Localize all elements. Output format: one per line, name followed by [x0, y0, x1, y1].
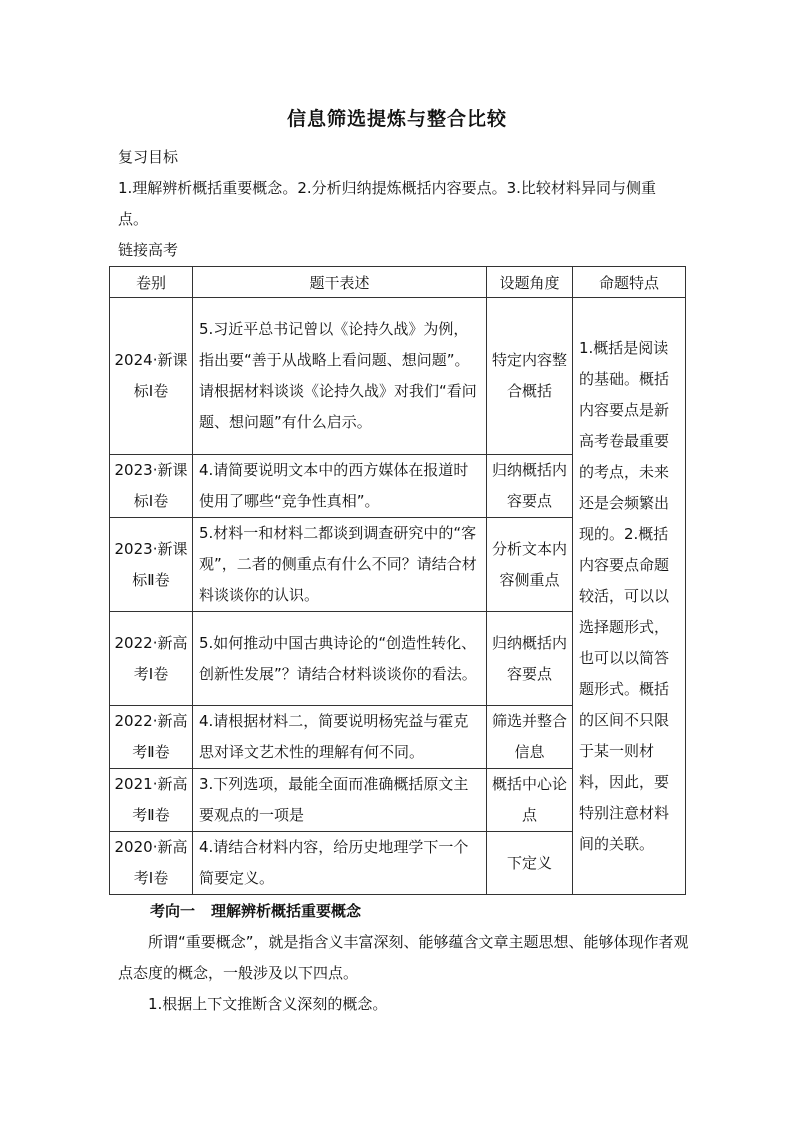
row-angle: 下定义: [487, 832, 573, 895]
header-question: 题干表述: [193, 267, 487, 298]
gaokao-heading: 链接高考: [118, 241, 179, 259]
row-year: 2022·新高考Ⅱ卷: [110, 706, 193, 769]
header-year: 卷别: [110, 267, 193, 298]
row-angle: 特定内容整合概括: [487, 298, 573, 455]
feature-cell: 1.概括是阅读的基础。概括内容要点是新高考卷最重要的考点，未来还是会频繁出现的。2.概括内容要点命题较活，可以以选择题形式，也可以以简答题形式。概括的区间不只限于某一则材料，因此，要特别注意材料间的关联。: [573, 298, 686, 895]
table-header-row: [110, 267, 686, 298]
header-angle: 设题角度: [487, 267, 573, 298]
row-question: 3.下列选项，最能全面而准确概括原文主要观点的一项是: [193, 769, 487, 832]
row-year: 2024·新课标Ⅰ卷: [110, 298, 193, 455]
row-question: 4.请根据材料二，简要说明杨宪益与霍克思对译文艺术性的理解有何不同。: [193, 706, 487, 769]
review-heading: 复习目标: [118, 148, 179, 166]
row-angle: 归纳概括内容要点: [487, 612, 573, 706]
row-year: 2023·新课标Ⅰ卷: [110, 455, 193, 518]
row-angle: 筛选并整合信息: [487, 706, 573, 769]
review-goals-line2: 点。: [118, 210, 149, 228]
row-angle: 归纳概括内容要点: [487, 455, 573, 518]
row-question: 4.请简要说明文本中的西方媒体在报道时使用了哪些“竞争性真相”。: [193, 455, 487, 518]
row-year: 2022·新高考Ⅰ卷: [110, 612, 193, 706]
row-angle: 分析文本内容侧重点: [487, 518, 573, 612]
row-question: 5.习近平总书记曾以《论持久战》为例，指出要“善于从战略上看问题、想问题”。请根据材料谈谈《论持久战》对我们“看问题、想问题”有什么启示。: [193, 298, 487, 455]
section-label: 考向一: [150, 902, 196, 920]
list-item-1: 1.根据上下文推断含义深刻的概念。: [148, 995, 388, 1013]
review-goals-line1: 1.理解辨析概括重要概念。2.分析归纳提炼概括内容要点。3.比较材料异同与侧重: [118, 179, 656, 197]
row-question: 5.材料一和材料二都谈到调查研究中的“客观”，二者的侧重点有什么不同？请结合材料谈谈你的认识。: [193, 518, 487, 612]
section-title: 理解辨析概括重要概念: [211, 902, 362, 920]
header-feature: 命题特点: [573, 267, 686, 298]
row-angle: 概括中心论点: [487, 769, 573, 832]
section-heading: [150, 896, 361, 927]
row-question: 4.请结合材料内容，给历史地理学下一个简要定义。: [193, 832, 487, 895]
row-year: 2020·新高考Ⅰ卷: [110, 832, 193, 895]
row-year: 2023·新课标Ⅱ卷: [110, 518, 193, 612]
table-row: [110, 298, 686, 455]
row-question: 5.如何推动中国古典诗论的“创造性转化、创新性发展”？请结合材料谈谈你的看法。: [193, 612, 487, 706]
paragraph-concept: 所谓“重要概念”，就是指含义丰富深刻、能够蕴含文章主题思想、能够体现作者观点态度的概念，一般涉及以下四点。: [118, 933, 689, 982]
page-title: 信息筛选提炼与整合比较: [286, 108, 507, 130]
row-year: 2021·新高考Ⅱ卷: [110, 769, 193, 832]
exam-table: [109, 266, 686, 895]
